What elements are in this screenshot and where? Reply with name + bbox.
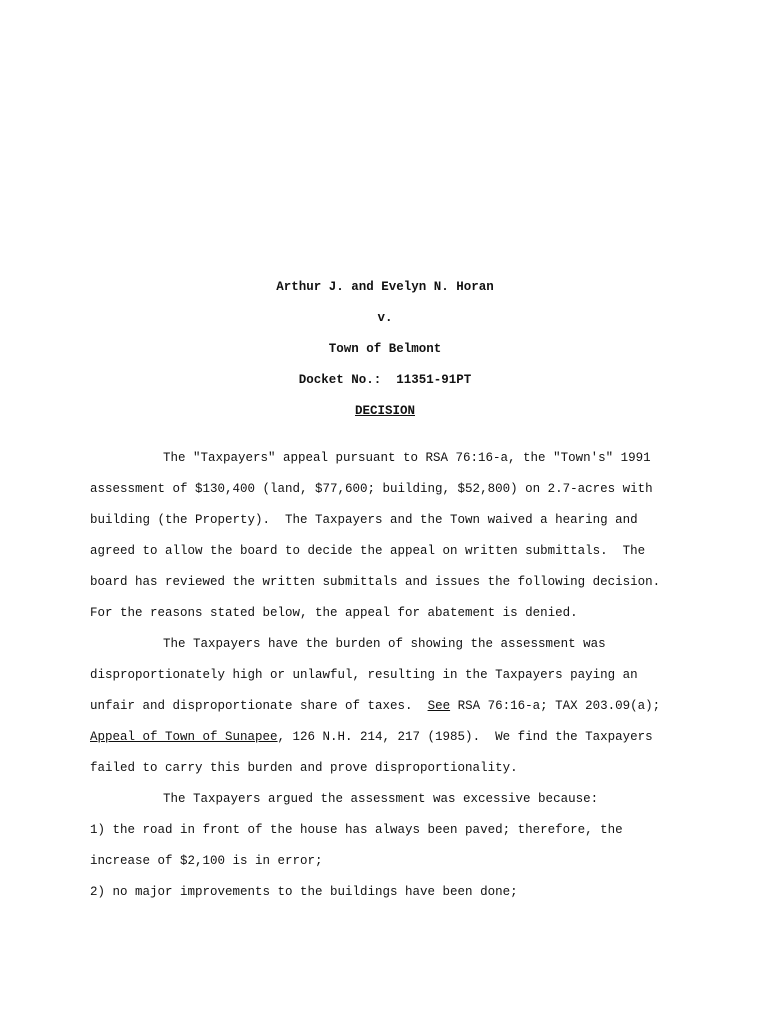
p1-line-2: assessment of $130,400 (land, $77,600; building, $52,800) on 2.7-acres with bbox=[90, 482, 653, 496]
p2-line-2: disproportionately high or unlawful, resulting in the Taxpayers paying an bbox=[90, 668, 638, 682]
p3-line-1: The Taxpayers argued the assessment was excessive because: bbox=[163, 792, 599, 806]
caption-respondent: Town of Belmont bbox=[328, 342, 442, 356]
p2-line-3-text-a: unfair and disproportionate share of taxes. bbox=[90, 699, 428, 713]
decision-heading: DECISION bbox=[354, 404, 415, 418]
p1-line-5: board has reviewed the written submittals and issues the following decision. bbox=[90, 575, 661, 589]
caption-docket: Docket No.: 11351-91PT bbox=[298, 373, 472, 387]
p2-line-4 bbox=[90, 730, 653, 744]
p1-line-6: For the reasons stated below, the appeal for abatement is denied. bbox=[90, 606, 578, 620]
p3-line-4: 2) no major improvements to the buildings have been done; bbox=[90, 885, 518, 899]
p1-line-1: The "Taxpayers" appeal pursuant to RSA 76:16-a, the "Town's" 1991 bbox=[163, 451, 651, 465]
p2-line-3-text-b: RSA 76:16-a; TAX 203.09(a); bbox=[450, 699, 661, 713]
see-citation-signal: See bbox=[427, 699, 451, 713]
p3-line-2: 1) the road in front of the house has always been paved; therefore, the bbox=[90, 823, 623, 837]
p2-line-3 bbox=[90, 699, 660, 713]
caption-versus: v. bbox=[377, 311, 393, 325]
p2-line-5: failed to carry this burden and prove disproportionality. bbox=[90, 761, 518, 775]
p2-line-1: The Taxpayers have the burden of showing the assessment was bbox=[163, 637, 606, 651]
case-citation: Appeal of Town of Sunapee bbox=[90, 730, 278, 744]
caption-parties: Arthur J. and Evelyn N. Horan bbox=[276, 280, 494, 294]
p2-line-4-text-b: , 126 N.H. 214, 217 (1985). We find the Taxpayers bbox=[277, 730, 653, 744]
p1-line-4: agreed to allow the board to decide the appeal on written submittals. The bbox=[90, 544, 646, 558]
p3-line-3: increase of $2,100 is in error; bbox=[90, 854, 323, 868]
p1-line-3: building (the Property). The Taxpayers and the Town waived a hearing and bbox=[90, 513, 638, 527]
